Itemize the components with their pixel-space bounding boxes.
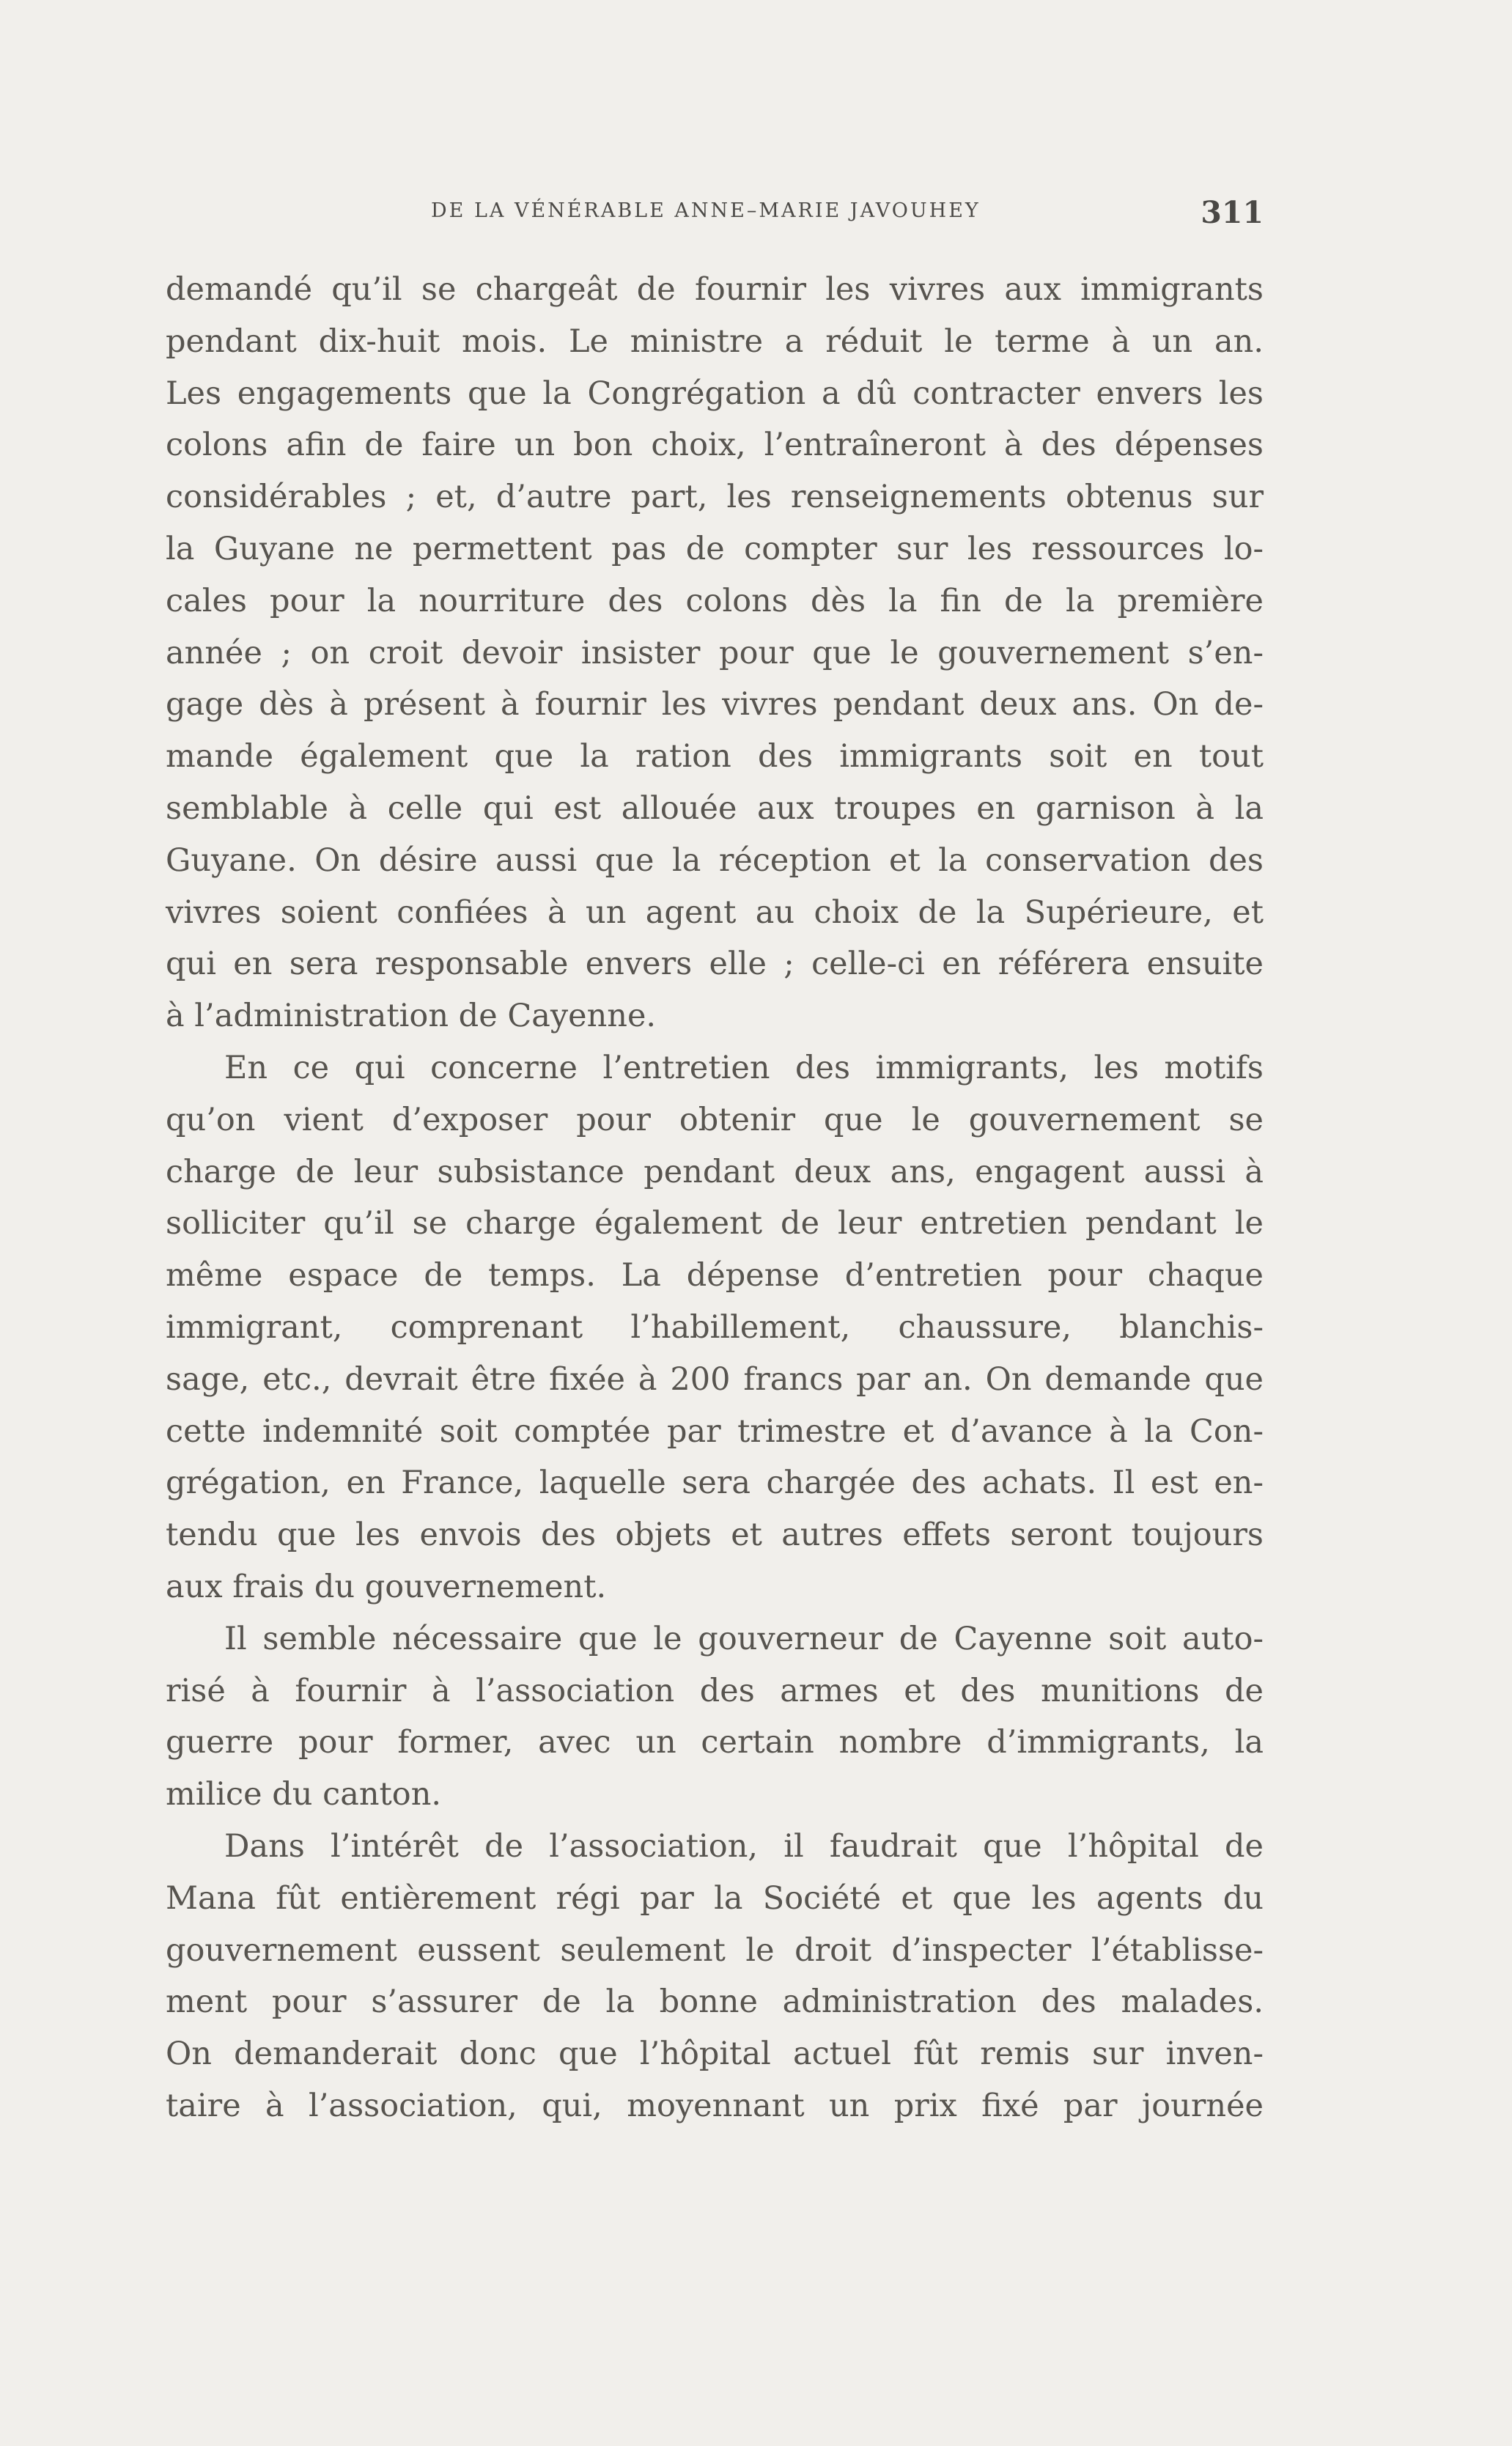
text-line: année ; on croit devoir insister pour que le gouvernement s’en- <box>166 634 1264 671</box>
text-line: semblable à celle qui est allouée aux troupes en garnison à la <box>166 789 1264 827</box>
text-line: sage, etc., devrait être fixée à 200 francs par an. On demande que <box>166 1360 1264 1398</box>
text-line: grégation, en France, laquelle sera chargée des achats. Il est en- <box>166 1465 1264 1502</box>
text-line: ment pour s’assurer de la bonne administration des malades. <box>166 1983 1264 2021</box>
text-line: cales pour la nourriture des colons dès la fin de la première <box>166 582 1264 619</box>
text-line: pendant dix-huit mois. Le ministre a réduit le terme à un an. <box>166 323 1264 360</box>
text-line: gage dès à présent à fournir les vivres pendant deux ans. On de- <box>166 686 1264 723</box>
text-line: même espace de temps. La dépense d’entretien pour chaque <box>166 1257 1264 1294</box>
running-header <box>167 195 1264 235</box>
text-line: demandé qu’il se chargeât de fournir les vivres aux immigrants <box>166 271 1264 308</box>
text-line: guerre pour former, avec un certain nombre d’immigrants, la <box>166 1724 1264 1761</box>
text-line: Guyane. On désire aussi que la réception et la conservation des <box>166 841 1264 879</box>
running-title: DE LA VÉNÉRABLE ANNE–MARIE JAVOUHEY <box>431 199 981 222</box>
text-line: taire à l’association, qui, moyennant un prix fixé par journée <box>166 2087 1264 2124</box>
page-number: 311 <box>1201 195 1264 230</box>
text-line: tendu que les envois des objets et autres effets seront toujours <box>166 1517 1264 1554</box>
text-line: la Guyane ne permettent pas de compter sur les ressources lo- <box>166 530 1264 567</box>
text-line: Il semble nécessaire que le gouverneur de Cayenne soit auto- <box>224 1620 1264 1657</box>
text-line: risé à fournir à l’association des armes et des munitions de <box>166 1672 1264 1709</box>
text-line: considérables ; et, d’autre part, les renseignements obtenus sur <box>166 479 1264 516</box>
text-line: vivres soient confiées à un agent au choix de la Supérieure, et <box>166 894 1264 931</box>
text-line: Les engagements que la Congrégation a dû contracter envers les <box>166 375 1264 412</box>
body-text <box>166 264 1264 2132</box>
text-line: cette indemnité soit comptée par trimestre et d’avance à la Con- <box>166 1412 1264 1450</box>
text-line: Mana fût entièrement régi par la Société et que les agents du <box>166 1879 1264 1917</box>
text-line: charge de leur subsistance pendant deux ans, engagent aussi à <box>166 1153 1264 1190</box>
text-line: mande également que la ration des immigrants soit en tout <box>166 738 1264 776</box>
text-line: colons afin de faire un bon choix, l’entraîneront à des dépenses <box>166 427 1264 464</box>
text-line: aux frais du gouvernement. <box>166 1568 607 1605</box>
text-line: Dans l’intérêt de l’association, il faudrait que l’hôpital de <box>224 1827 1264 1865</box>
text-line: immigrant, comprenant l’habillement, chaussure, blanchis- <box>166 1308 1264 1346</box>
text-line: En ce qui concerne l’entretien des immigrants, les motifs <box>224 1049 1264 1086</box>
text-line: gouvernement eussent seulement le droit d’inspecter l’établisse- <box>166 1931 1264 1969</box>
text-line: qu’on vient d’exposer pour obtenir que le gouvernement se <box>166 1101 1264 1138</box>
text-line: à l’administration de Cayenne. <box>166 998 657 1035</box>
text-line: milice du canton. <box>166 1776 442 1813</box>
text-line: solliciter qu’il se charge également de leur entretien pendant le <box>166 1205 1264 1242</box>
text-line: On demanderait donc que l’hôpital actuel fût remis sur inven- <box>166 2036 1264 2073</box>
text-line: qui en sera responsable envers elle ; celle-ci en référera ensuite <box>166 946 1264 983</box>
